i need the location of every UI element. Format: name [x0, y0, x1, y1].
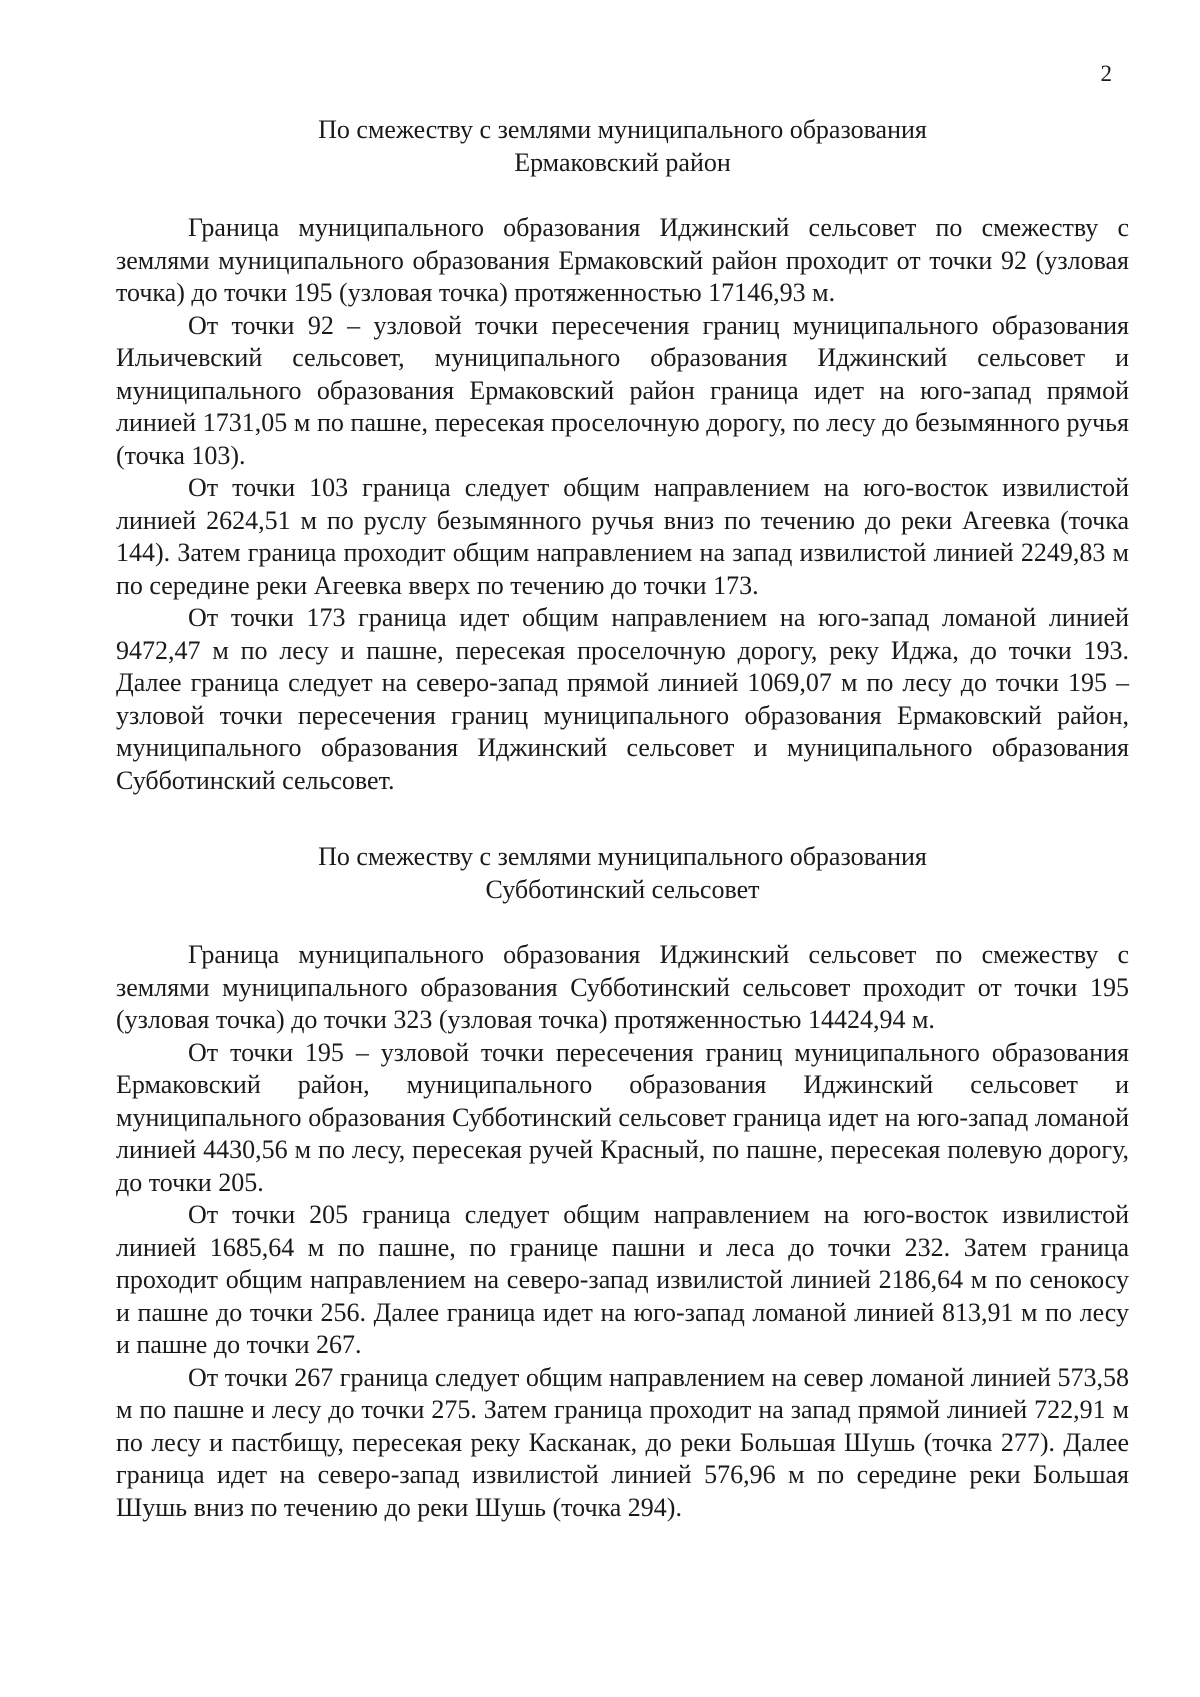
paragraph: От точки 205 граница следует общим направлением на юго-восток извилистой линией 1685,64 м по пашне, по границе пашни и леса до точки 232. Затем граница проходит общим направлением на северо-запад извилистой линией 2186,64 м по сенокосу и пашне до точки 256. Далее граница идет на юго-запад ломаной линией 813,91 м по лесу и пашне до точки 267. — [116, 1200, 1129, 1359]
document-body — [116, 114, 1129, 1524]
paragraph: От точки 173 граница идет общим направлением на юго-запад ломаной линией 9472,47 м по лесу и пашне, пересекая проселочную дорогу, реку Иджа, до точки 193. Далее граница следует на северо-запад прямой линией 1069,07 м по лесу до точки 195 – узловой точки пересечения границ муниципального образования Ермаковский район, муниципального образования Иджинский сельсовет и муниципального образования Субботинский сельсовет. — [116, 603, 1129, 795]
paragraph: От точки 92 – узловой точки пересечения границ муниципального образования Ильичевский сельсовет, муниципального образования Иджинский сельсовет и муниципального образования Ермаковский район граница идет на юго-запад прямой линией 1731,05 м по пашне, пересекая проселочную дорогу, по лесу до безымянного ручья (точка 103). — [116, 310, 1129, 470]
section-heading — [116, 841, 1129, 906]
page-number: 2 — [1100, 61, 1112, 86]
heading-line: По смежеству с землями муниципального образования — [318, 115, 927, 144]
paragraph: Граница муниципального образования Иджинский сельсовет по смежеству с землями муниципального образования Ермаковский район проходит от точки 92 (узловая точка) до точки 195 (узловая точка) протяженностью 17146,93 м. — [116, 213, 1129, 307]
heading-line: По смежеству с землями муниципального образования — [318, 842, 927, 871]
heading-line: Ермаковский район — [514, 147, 731, 177]
section-heading — [116, 114, 1129, 179]
heading-line: Субботинский сельсовет — [485, 874, 760, 904]
paragraph: От точки 103 граница следует общим направлением на юго-восток извилистой линией 2624,51 м по руслу безымянного ручья вниз по течению до реки Агеевка (точка 144). Затем граница проходит общим направлением на запад извилистой линией 2249,83 м по середине реки Агеевка вверх по течению до точки 173. — [116, 473, 1129, 600]
paragraph: Граница муниципального образования Иджинский сельсовет по смежеству с землями муниципального образования Субботинский сельсовет проходит от точки 195 (узловая точка) до точки 323 (узловая точка) протяженностью 14424,94 м. — [116, 940, 1129, 1034]
paragraph: От точки 195 – узловой точки пересечения границ муниципального образования Ермаковский район, муниципального образования Иджинский сельсовет и муниципального образования Субботинский сельсовет граница идет на юго-запад ломаной линией 4430,56 м по лесу, пересекая ручей Красный, по пашне, пересекая полевую дорогу, до точки 205. — [116, 1037, 1129, 1197]
paragraph: От точки 267 граница следует общим направлением на север ломаной линией 573,58 м по пашне и лесу до точки 275. Затем граница проходит на запад прямой линией 722,91 м по лесу и пастбищу, пересекая реку Касканак, до реки Большая Шушь (точка 277). Далее граница идет на северо-запад извилистой линией 576,96 м по середине реки Большая Шушь вниз по течению до реки Шушь (точка 294). — [116, 1362, 1129, 1522]
